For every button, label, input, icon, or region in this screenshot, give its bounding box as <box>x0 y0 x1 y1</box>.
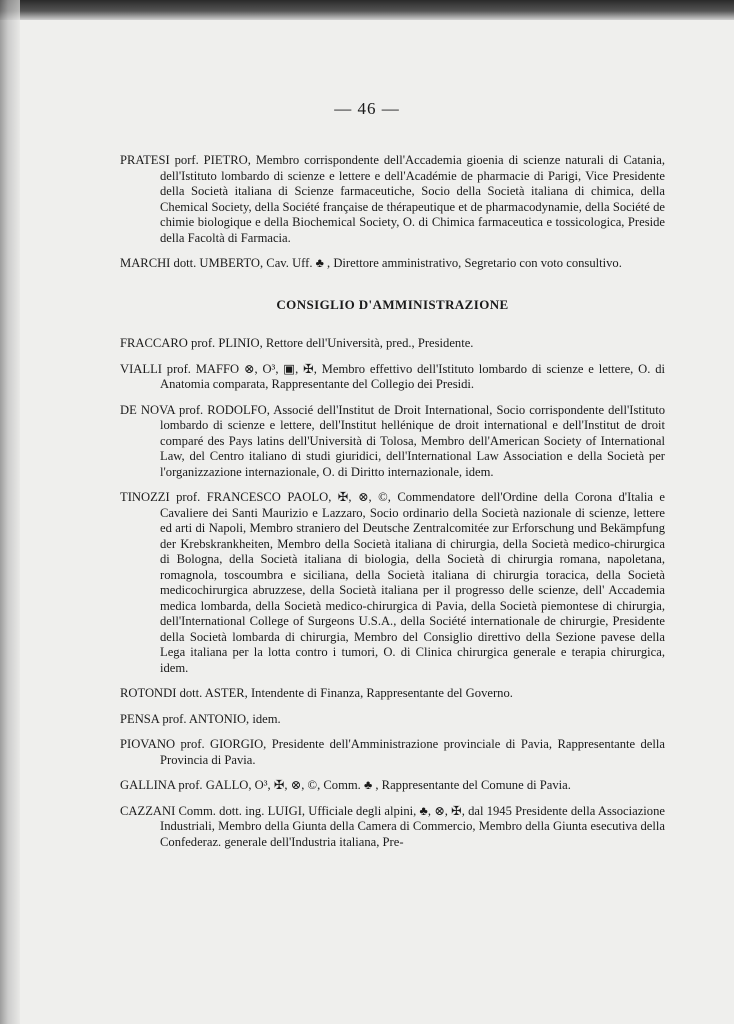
page-body <box>120 153 665 860</box>
entry-pratesi: PRATESI porf. PIETRO, Membro corrispondente dell'Accademia gioenia di scienze naturali di Catania, dell'Istituto lombardo di scienze e lettere e dell'Académie de pharmacie di Parigi, Vice Presidente della Società italiana di Scienze farmaceutiche, Socio della Società italiana di chimica, della Chemical Society, della Société française de thérapeutique et de pharmacodynamie, della Société de chimie biologique e della Biochemical Society, O. di Chimica farmaceutica e tossicologica, Preside della Facoltà di Farmacia. <box>120 153 665 245</box>
entry-gallina: GALLINA prof. GALLO, O³, ✠, ⊗, ©, Comm. ♣ , Rappresentante del Comune di Pavia. <box>120 778 571 792</box>
entry-piovano: PIOVANO prof. GIORGIO, Presidente dell'Amministrazione provinciale di Pavia, Rappresentante della Provincia di Pavia. <box>120 737 665 767</box>
scan-shadow-top <box>0 0 734 20</box>
entry-rotondi: ROTONDI dott. ASTER, Intendente di Finanza, Rappresentante del Governo. <box>120 686 513 700</box>
scan-shadow-left <box>0 0 20 1024</box>
entry-cazzani: CAZZANI Comm. dott. ing. LUIGI, Ufficiale degli alpini, ♣, ⊗, ✠, dal 1945 Presidente della Associazione Industriali, Membro della Giunta della Camera di Commercio, Membro della Giunta esecutiva della Confederaz. generale dell'Industria italiana, Pre- <box>120 803 665 849</box>
entry-pensa: PENSA prof. ANTONIO, idem. <box>120 711 281 726</box>
page-number: — 46 — <box>334 99 400 118</box>
entry-de-nova: DE NOVA prof. RODOLFO, Associé dell'Institut de Droit International, Socio corrispondente dell'Istituto lombardo di scienze e lettere, dell'Institut hellénique de droit international e dell'Institut de droit comparé des Pays latins dell'Università di Tolosa, Membro dell'American Society of International Law, del Centro italiano di studi giuridici, dell'International Law Association e della Società per l'organizzazione internazionale, O. di Diritto internazionale, idem. <box>120 402 665 479</box>
section-title: CONSIGLIO D'AMMINISTRAZIONE <box>276 296 509 312</box>
entry-vialli: VIALLI prof. MAFFO ⊗, O³, ▣, ✠, Membro effettivo dell'Istituto lombardo di scienze e lettere, O. di Anatomia comparata, Rappresentante del Collegio dei Presidi. <box>120 361 665 391</box>
entry-tinozzi: TINOZZI prof. FRANCESCO PAOLO, ✠, ⊗, ©, Commendatore dell'Ordine della Corona d'Italia e Cavaliere dei Santi Maurizio e Lazzaro, Socio ordinario della Società nazionale di scienze, lettere ed arti di Napoli, Membro straniero del Deutsche Zentralcomitée zur Erforschung und Bekämpfung der Krebskrankheiten, Membro della Società italiana di chirurgia, della Società medico-chirurgica di Bologna, della Società italiana di biologia, della Società di chirurgia romana, napoletana, romagnola, toscoumbra e siciliana, della Società italiana di chirurgia toracica, della Società medicochirurgica abruzzese, della Società italiana per il progresso delle scienze, dell' Accademia medica lombarda, della Società medico-chirurgica di Pavia, della Società piemontese di chirurgia, dell'International College of Surgeons U.S.A., della Société internationale de chirurgie, Presidente della Società lombarda di chirurgia, Membro del Consiglio direttivo della Sezione pavese della Lega italiana per la lotta contro i tumori, O. di Clinica chirurgica generale e terapia chirurgica, idem. <box>120 490 665 675</box>
entry-marchi: MARCHI dott. UMBERTO, Cav. Uff. ♣ , Direttore amministrativo, Segretario con voto consultivo. <box>120 256 622 270</box>
entry-fraccaro: FRACCARO prof. PLINIO, Rettore dell'Università, pred., Presidente. <box>120 336 474 350</box>
